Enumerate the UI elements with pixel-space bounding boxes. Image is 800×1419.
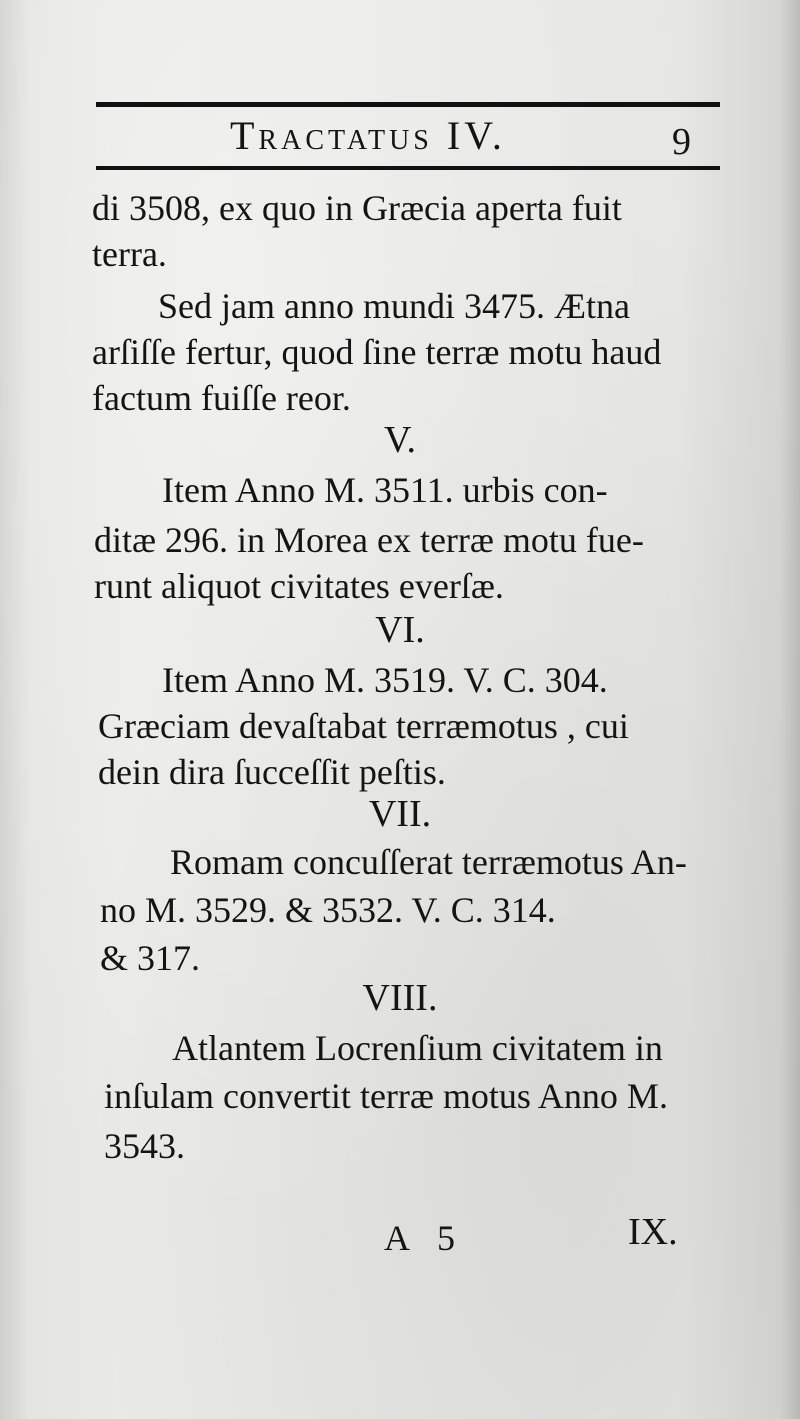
section-heading: VIII. (362, 977, 438, 1019)
line-text: di 3508, ex quo in Græcia aperta fuit (92, 188, 622, 228)
text-line: Græciam devaſtabat terræmotus , cui (98, 706, 629, 746)
header-rule-top (96, 102, 720, 107)
text-line: Atlantem Locrenſium civitatem in (172, 1028, 663, 1068)
text-line: Sed jam anno mundi 3475. Ætna (158, 286, 630, 326)
page-number: 9 (672, 121, 691, 163)
text-line: Item Anno M. 3519. V. C. 304. (162, 660, 608, 700)
section-heading: VII. (368, 793, 432, 835)
text-line: Item Anno M. 3511. urbis con- (162, 470, 608, 510)
text-line: factum fuiſſe reor. (92, 378, 351, 418)
text-line (92, 186, 722, 230)
catchword: IX. (628, 1211, 678, 1253)
text-line: ditæ 296. in Morea ex terræ motu fue- (94, 520, 644, 560)
text-line: Romam concuſſerat terræmotus An- (170, 842, 687, 882)
running-head: Tractatus IV. (230, 113, 506, 158)
header-rule-bottom (96, 166, 720, 170)
section-heading: V. (383, 419, 417, 461)
signature-mark: A 5 (384, 1218, 466, 1258)
text-line: terra. (92, 234, 167, 274)
section-heading: VI. (375, 609, 425, 651)
text-line: & 317. (100, 938, 201, 978)
text-line: no M. 3529. & 3532. V. C. 314. (100, 890, 556, 930)
text-line: arſiſſe fertur, quod ſine terræ motu haud (92, 332, 662, 372)
text-line: runt aliquot civitates everſæ. (94, 566, 504, 606)
text-line: inſulam convertit terræ motus Anno M. (104, 1076, 668, 1116)
text-line: dein dira ſucceſſit peſtis. (98, 752, 446, 792)
text-line: 3543. (104, 1126, 185, 1166)
